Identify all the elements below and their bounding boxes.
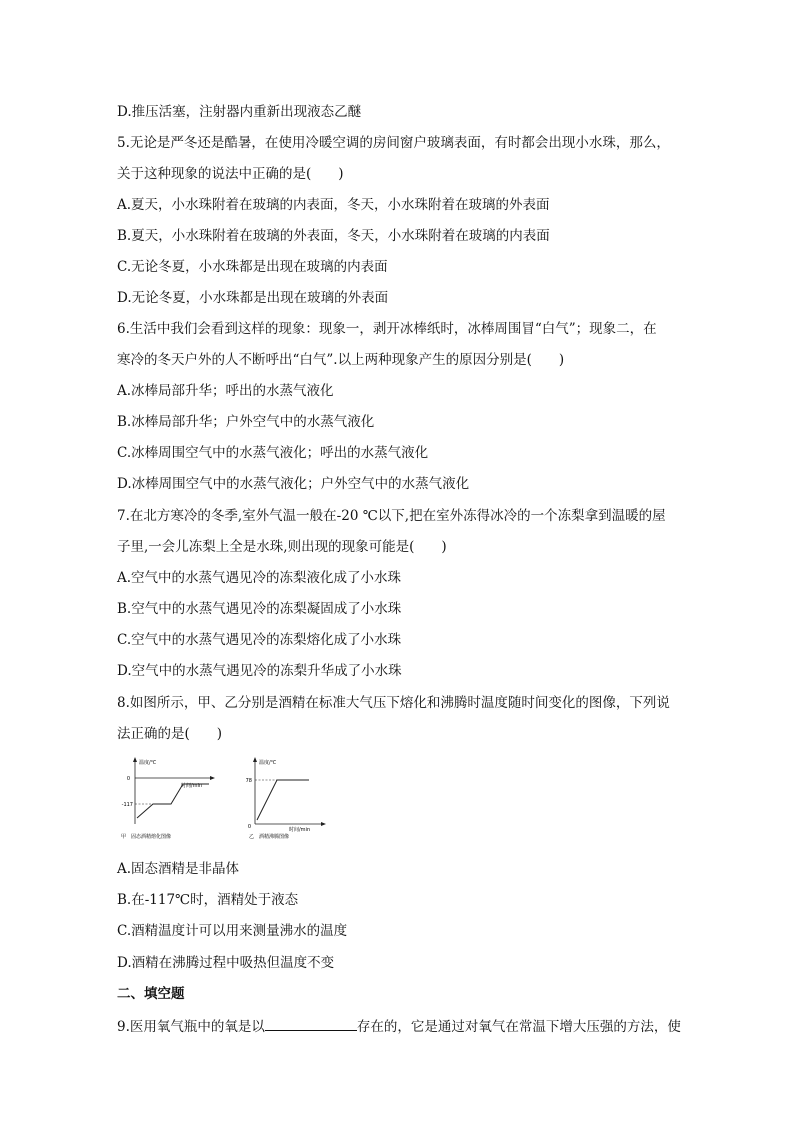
answer-blank (265, 1016, 357, 1031)
option-6d: D.冰棒周围空气中的水蒸气液化；户外空气中的水蒸气液化 (117, 476, 470, 492)
right-tick-zero: 0 (247, 824, 251, 830)
option-8d: D.酒精在沸腾过程中吸热但温度不变 (117, 955, 335, 971)
question-9-text-before: 9.医用氧气瓶中的氧是以 (117, 1019, 265, 1035)
left-x-arrow (210, 776, 215, 780)
left-tick-value: -117 (121, 802, 133, 808)
question-5-line-2: 关于这种现象的说法中正确的是( ) (117, 166, 344, 182)
section-heading: 二、填空题 (117, 986, 185, 1002)
question-9-text-after: 存在的，它是通过对氧气在常温下增大压强的方法，使 (356, 1019, 681, 1035)
option-6a: A.冰棒局部升华；呼出的水蒸气液化 (117, 383, 334, 399)
left-caption: 甲 固态酒精熔化图像 (121, 834, 172, 840)
option-6b: B.冰棒局部升华；户外空气中的水蒸气液化 (117, 414, 375, 430)
option-5d: D.无论冬夏，小水珠都是出现在玻璃的外表面 (117, 290, 389, 306)
boiling-curve (257, 780, 309, 820)
option-5a: A.夏天，小水珠附着在玻璃的内表面，冬天，小水珠附着在玻璃的外表面 (117, 197, 550, 213)
right-y-arrow (253, 757, 257, 762)
question-6-line-2: 寒冷的冬天户外的人不断呼出“白气”.以上两种现象产生的原因分别是( ) (117, 352, 565, 368)
question-5-line-1: 5.无论是严冬还是酷暑，在使用冷暖空调的房间窗户玻璃表面，有时都会出现小水珠，那么， (117, 135, 670, 151)
question-8-line-2: 法正确的是( ) (117, 726, 223, 742)
right-tick-value: 78 (245, 778, 252, 784)
melting-curve (137, 784, 209, 818)
question-8-figure (117, 754, 337, 844)
right-x-arrow (321, 822, 326, 826)
option-6c: C.冰棒周围空气中的水蒸气液化；呼出的水蒸气液化 (117, 445, 429, 461)
question-8-line-1: 8.如图所示，甲、乙分别是酒精在标准大气压下熔化和沸腾时温度随时间变化的图像，下列说 (117, 695, 670, 711)
melting-graph (121, 757, 215, 840)
left-ylabel: 温度/℃ (139, 760, 157, 766)
right-ylabel: 温度/℃ (259, 760, 277, 766)
option-7b: B.空气中的水蒸气遇见冷的冻梨凝固成了小水珠 (117, 601, 402, 617)
left-tick-zero: 0 (126, 776, 130, 782)
graphs-svg (117, 754, 337, 844)
option-5c: C.无论冬夏，小水珠都是出现在玻璃的内表面 (117, 259, 388, 275)
option-5b: B.夏天，小水珠附着在玻璃的外表面，冬天，小水珠附着在玻璃的内表面 (117, 228, 550, 244)
question-6-line-1: 6.生活中我们会看到这样的现象：现象一，剥开冰棒纸时，冰棒周围冒“白气”；现象二，在 (117, 321, 657, 337)
option-8c: C.酒精温度计可以用来测量沸水的温度 (117, 923, 348, 939)
text-line: D.推压活塞，注射器内重新出现液态乙醚 (117, 104, 362, 120)
boiling-graph (246, 757, 326, 840)
left-y-arrow (133, 757, 137, 762)
option-7d: D.空气中的水蒸气遇见冷的冻梨升华成了小水珠 (117, 663, 402, 679)
question-7-line-1: 7.在北方寒冷的冬季,室外气温一般在-20 ℃以下,把在室外冻得冰冷的一个冻梨拿到温暖的屋 (117, 508, 666, 524)
option-8a: A.固态酒精是非晶体 (117, 861, 240, 877)
left-xlabel: 时间/min (181, 783, 203, 789)
question-7-line-2: 子里,一会儿冻梨上全是水珠,则出现的现象可能是( ) (117, 539, 447, 555)
question-9-line-1 (117, 1016, 681, 1037)
right-caption: 乙 酒精沸腾图像 (249, 834, 290, 840)
option-7a: A.空气中的水蒸气遇见冷的冻梨液化成了小水珠 (117, 570, 402, 586)
right-xlabel: 时间/min (289, 827, 311, 833)
option-7c: C.空气中的水蒸气遇见冷的冻梨熔化成了小水珠 (117, 632, 402, 648)
option-8b: B.在-117℃时，酒精处于液态 (117, 892, 299, 908)
